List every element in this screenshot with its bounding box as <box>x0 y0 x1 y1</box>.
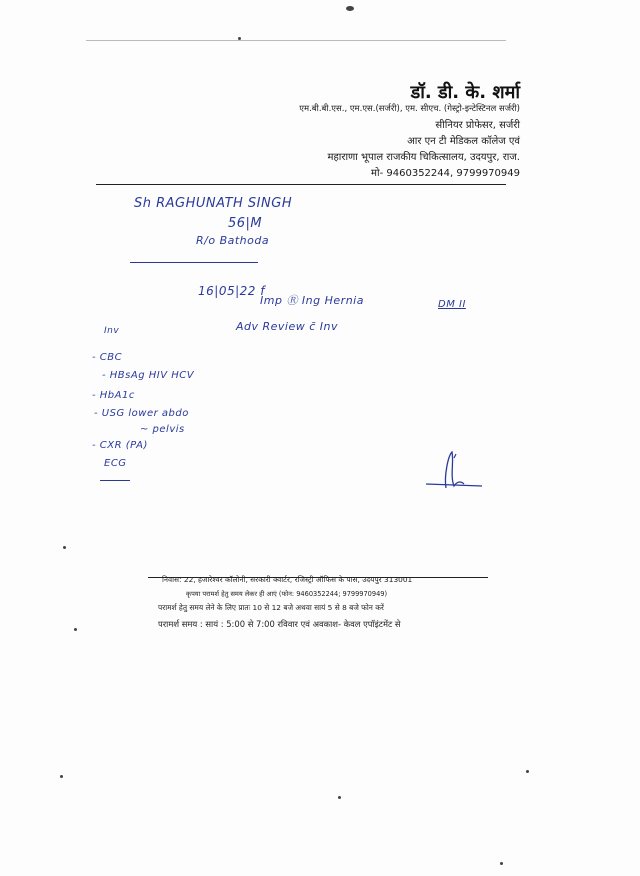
phone-timing: परामर्श हेतु समय लेने के लिए प्रातः 10 से 12 बजे अथवा सायं 5 से 8 बजे फोन करें <box>158 603 384 612</box>
top-faint-rule <box>86 40 506 41</box>
college: आर एन टी मेडिकल कॉलेज एवं <box>407 136 520 147</box>
appointment-note: कृपया परामर्श हेतु समय लेकर ही आएं (फोन: 9460352244; 9799970949) <box>186 590 388 598</box>
designation: सीनियर प्रोफेसर, सर्जरी <box>435 120 520 131</box>
investigation-item: - HbA1c <box>92 390 135 401</box>
investigations-mark: Inv <box>104 326 120 336</box>
scan-speck <box>74 628 77 631</box>
scan-speck <box>346 6 354 11</box>
scan-speck <box>526 770 529 773</box>
header-divider <box>96 184 506 185</box>
doctor-name: डॉ. डी. के. शर्मा <box>410 82 520 103</box>
mobile-numbers: मो- 9460352244, 9799970949 <box>371 168 520 179</box>
patient-age-sex: 56|M <box>228 216 263 231</box>
qualifications: एम.बी.बी.एस., एम.एस.(सर्जरी), एम. सीएच. (गेस्ट्रो-इन्टेस्टिनल सर्जरी) <box>299 104 520 114</box>
investigation-item: - CBC <box>92 352 123 363</box>
patient-name: Sh RAGHUNATH SINGH <box>134 196 293 211</box>
visit-date: 16|05|22 f <box>198 284 265 298</box>
investigation-item: - CXR (PA) <box>92 440 148 451</box>
scan-speck <box>63 546 66 549</box>
investigation-item: ECG <box>104 458 127 469</box>
impression: Imp Ⓡ Ing Hernia <box>260 294 364 307</box>
patient-place: R/o Bathoda <box>196 234 270 247</box>
residence-address: निवास: 22, हजारेश्वर कॉलोनी, सरकारी क्वार्टर, रजिस्ट्री ऑफिस के पास, उदयपुर 313001 <box>162 575 413 584</box>
list-underline <box>100 480 130 481</box>
consultation-time: परामर्श समय : सायं : 5:00 से 7:00 रविवार एवं अवकाश- केवल एपॉइंटमेंट से <box>158 619 401 629</box>
scan-speck <box>338 796 341 799</box>
doctor-signature-icon <box>424 448 488 492</box>
hospital: महाराणा भूपाल राजकीय चिकित्सालय, उदयपुर, राज. <box>327 152 520 163</box>
investigation-item: ~ pelvis <box>140 424 185 435</box>
diagnosis-note: DM II <box>438 299 466 310</box>
investigation-item: - USG lower abdo <box>94 408 189 419</box>
advice: Adv Review c̄ Inv <box>236 320 339 333</box>
investigation-item: - HBsAg HIV HCV <box>102 370 195 381</box>
patient-underline <box>130 262 258 263</box>
scan-speck <box>500 862 503 865</box>
scan-speck <box>60 775 63 778</box>
